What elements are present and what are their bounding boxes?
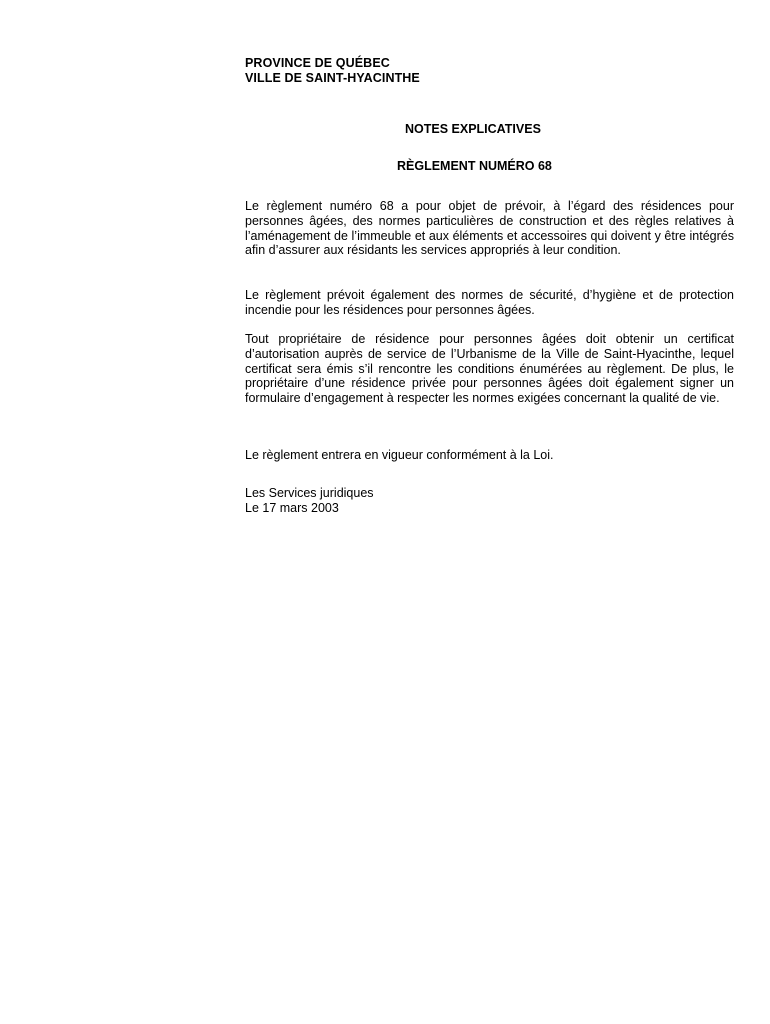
document-subtitle: RÈGLEMENT NUMÉRO 68 xyxy=(397,159,552,173)
paragraph-vigueur: Le règlement entrera en vigueur conformément à la Loi. xyxy=(245,448,554,462)
paragraph-objet: Le règlement numéro 68 a pour objet de prévoir, à l’égard des résidences pour personnes âgées, des normes particulières de construction et des règles relatives à l’aménagement de l’immeuble et aux éléments et accessoires qui doivent y être intégrés afin d’assurer aux résidants les services appropriés à leur condition. xyxy=(245,199,734,258)
document-title: NOTES EXPLICATIVES xyxy=(405,122,541,136)
signature-department: Les Services juridiques xyxy=(245,486,374,500)
paragraph-normes: Le règlement prévoit également des normes de sécurité, d’hygiène et de protection incendie pour les résidences pour personnes âgées. xyxy=(245,288,734,317)
signature-date: Le 17 mars 2003 xyxy=(245,500,339,515)
document-header xyxy=(245,56,420,86)
paragraph-certificat: Tout propriétaire de résidence pour personnes âgées doit obtenir un certificat d’autorisation auprès de service de l’Urbanisme de la Ville de Saint-Hyacinthe, lequel certificat sera émis s’il rencontre les conditions énumérées au règlement. De plus, le propriétaire d’une résidence privée pour personnes âgées doit également signer un formulaire d’engagement à respecter les normes exigées concernant la qualité de vie. xyxy=(245,332,734,406)
signature-block xyxy=(245,486,374,516)
province-line: PROVINCE DE QUÉBEC xyxy=(245,56,390,70)
city-line: VILLE DE SAINT-HYACINTHE xyxy=(245,71,420,85)
